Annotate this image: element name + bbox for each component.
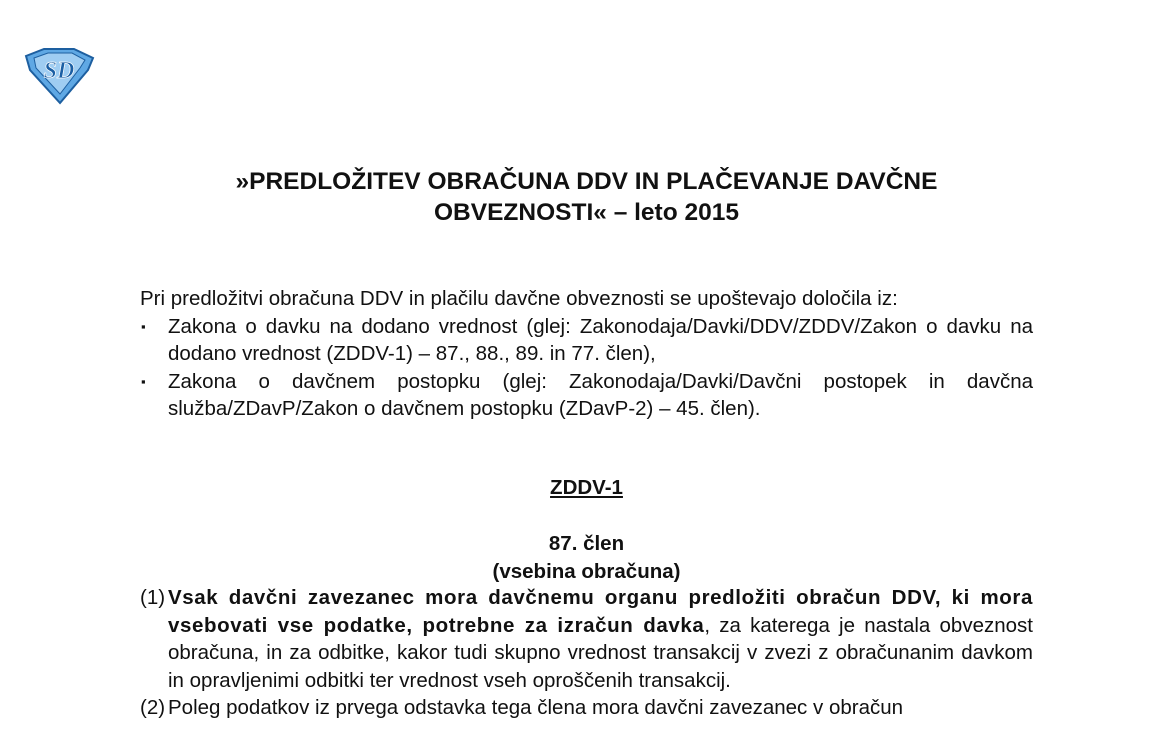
article-subtitle: (vsebina obračuna): [492, 559, 681, 583]
article-heading: [140, 530, 1033, 585]
paragraph-number: (2): [140, 696, 166, 719]
paragraph: [140, 694, 1033, 722]
paragraph-bold-text: Vsak davčni zavezanec mora davčnemu organu predložiti obračun DDV, ki mora vsebovati vse podatke, potrebne za izračun davka: [168, 586, 1033, 637]
bullet-icon: ▪: [141, 373, 146, 389]
paragraph-text: Poleg podatkov iz prvega odstavka tega člena mora davčni zavezanec v obračun: [168, 696, 904, 719]
list-item-text: Zakona o davčnem postopku (glej: Zakonodaja/Davki/Davčni postopek in davčna služba/ZDavP/Zakon o davčnem postopku (ZDavP-2) – 45. člen).: [168, 369, 1033, 420]
article-number: 87. člen: [548, 532, 625, 555]
list-item-text: Zakona o davku na dodano vrednost (glej: Zakonodaja/Davki/DDV/ZDDV/Zakon o davku na dodano vrednost (ZDDV-1) – 87., 88., 89. in 77. člen),: [168, 314, 1033, 365]
document-title: [140, 166, 1033, 228]
logo-text: SD: [43, 58, 75, 84]
paragraph-text: , za katerega je nastala obveznost obračuna, in za odbitke, kakor tudi skupno vrednost transakcij v zvezi z obračunanim davkom in opravljenimi odbitki ter vrednost vseh oproščenih transakcij.: [168, 613, 1033, 692]
sd-shield-logo: [22, 48, 96, 106]
intro-lead: Pri predložitvi obračuna DDV in plačilu davčne obveznosti se upoštevajo določila iz:: [140, 287, 898, 310]
paragraph: [140, 584, 1033, 694]
paragraph-number: (1): [140, 586, 166, 609]
reference-list: [140, 313, 1033, 423]
list-item: [140, 368, 1033, 423]
title-line-2: OBVEZNOSTI« – leto 2015: [434, 199, 739, 226]
law-heading: ZDDV-1: [550, 476, 623, 499]
article-body: [140, 584, 1033, 722]
title-line-1: »PREDLOŽITEV OBRAČUNA DDV IN PLAČEVANJE DAVČNE: [235, 168, 938, 195]
intro-section: [140, 285, 1033, 423]
bullet-icon: ▪: [141, 318, 146, 334]
list-item: [140, 313, 1033, 368]
